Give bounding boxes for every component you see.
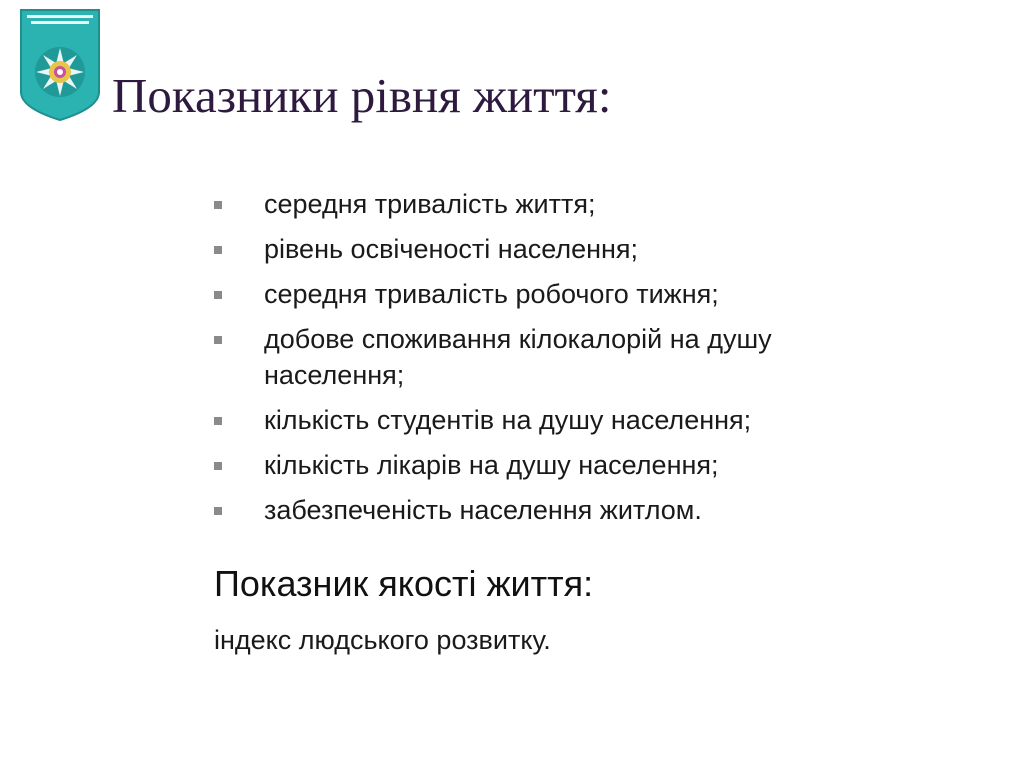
slide-title: Показники рівня життя: (112, 68, 612, 123)
bullet-square-icon (214, 417, 222, 425)
list-item (214, 321, 914, 393)
list-item (214, 231, 914, 267)
quality-heading: Показник якості життя: (214, 563, 594, 604)
bullet-square-icon (214, 201, 222, 209)
bullet-square-icon (214, 246, 222, 254)
bullet-text: забезпеченість населення житлом. (264, 495, 702, 525)
bullet-text: кількість студентів на душу населення; (264, 405, 752, 435)
bullet-square-icon (214, 507, 222, 515)
list-item (214, 492, 914, 528)
list-item (214, 402, 914, 438)
list-item (214, 447, 914, 483)
bullet-square-icon (214, 291, 222, 299)
bullet-text: кількість лікарів на душу населення; (264, 450, 719, 480)
university-crest-icon (19, 8, 101, 122)
quality-text: індекс людського розвитку. (214, 625, 551, 655)
bullet-text: середня тривалість робочого тижня; (264, 279, 719, 309)
bullet-text: добове споживання кілокалорій на душу населення; (264, 324, 772, 390)
list-item (214, 186, 914, 222)
list-item (214, 276, 914, 312)
bullet-list (214, 186, 914, 537)
bullet-text: середня тривалість життя; (264, 189, 596, 219)
bullet-square-icon (214, 336, 222, 344)
bullet-text: рівень освіченості населення; (264, 234, 639, 264)
bullet-square-icon (214, 462, 222, 470)
